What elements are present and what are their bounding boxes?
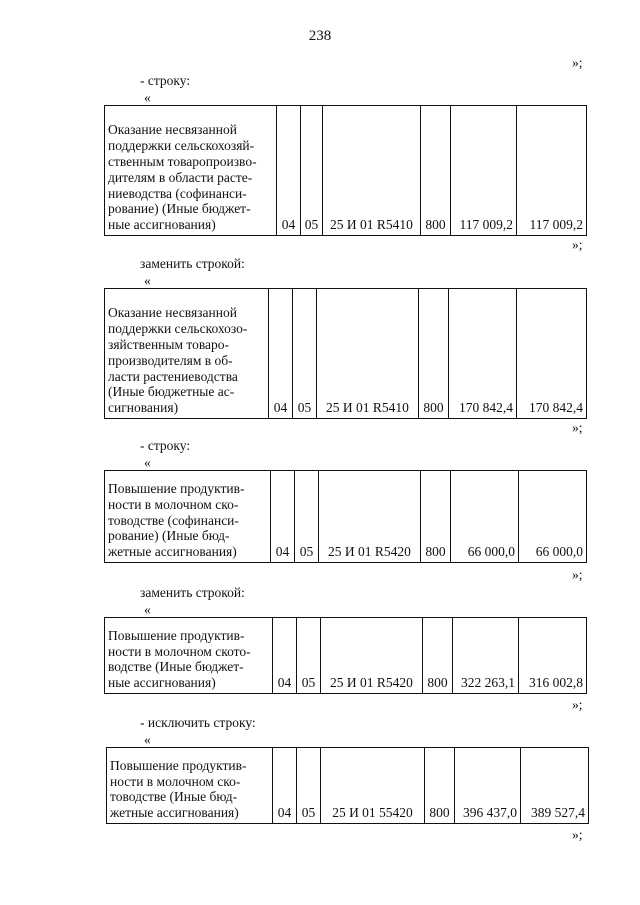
- subsection-code: 05: [301, 106, 323, 236]
- subsection-code: 05: [293, 289, 317, 419]
- amount-1: 322 263,1: [453, 618, 519, 694]
- closing-quote: »;: [572, 420, 583, 435]
- row-description: Оказание несвязанной поддержки сельскохозо- зяйственным товаро- производителям в об- ласти растениеводства (Иные бюджетные ас- сигнования): [105, 289, 269, 419]
- amount-2: 389 527,4: [521, 748, 589, 824]
- instruction-text: - исключить строку:: [140, 715, 256, 730]
- subsection-code: 05: [297, 618, 321, 694]
- row-description: Повышение продуктив- ности в молочном ско- товодстве (Иные бюд- жетные ассигнования): [107, 748, 273, 824]
- target-article-code: 25 И 01 R5410: [317, 289, 419, 419]
- closing-quote: »;: [572, 55, 583, 70]
- amount-2: 117 009,2: [517, 106, 587, 236]
- amount-1: 117 009,2: [451, 106, 517, 236]
- instruction-text: - строку:: [140, 73, 191, 88]
- closing-quote: »;: [572, 567, 583, 582]
- closing-quote: »;: [572, 237, 583, 252]
- page-number: 238: [308, 28, 332, 44]
- amount-2: 316 002,8: [519, 618, 587, 694]
- amount-2: 170 842,4: [517, 289, 587, 419]
- instruction-text: заменить строкой:: [140, 585, 245, 600]
- closing-quote: »;: [572, 827, 583, 842]
- expense-type-code: 800: [421, 106, 451, 236]
- opening-quote: «: [144, 732, 151, 747]
- opening-quote: «: [144, 455, 151, 470]
- expense-type-code: 800: [421, 471, 451, 563]
- amount-1: 396 437,0: [455, 748, 521, 824]
- section-code: 04: [273, 748, 297, 824]
- budget-table-row: [104, 288, 587, 419]
- section-code: 04: [269, 289, 293, 419]
- section-code: 04: [271, 471, 295, 563]
- row-description: Оказание несвязанной поддержки сельскохозяй- ственным товаропроизво- дителям в области расте- ниеводства (софинанси- рование) (Иные бюджет- ные ассигнования): [105, 106, 277, 236]
- row-description: Повышение продуктив- ности в молочном ско- товодстве (софинанси- рование) (Иные бюд- жетные ассигнования): [105, 471, 271, 563]
- opening-quote: «: [144, 602, 151, 617]
- target-article-code: 25 И 01 R5420: [321, 618, 423, 694]
- amount-1: 66 000,0: [451, 471, 519, 563]
- expense-type-code: 800: [423, 618, 453, 694]
- budget-table-row: [106, 747, 589, 824]
- subsection-code: 05: [295, 471, 319, 563]
- instruction-text: - строку:: [140, 438, 191, 453]
- opening-quote: «: [144, 90, 151, 105]
- row-description: Повышение продуктив- ности в молочном ското- водстве (Иные бюджет- ные ассигнования): [105, 618, 273, 694]
- closing-quote: »;: [572, 697, 583, 712]
- instruction-text: заменить строкой:: [140, 256, 245, 271]
- budget-table-row: [104, 470, 587, 563]
- amount-2: 66 000,0: [519, 471, 587, 563]
- section-code: 04: [277, 106, 301, 236]
- opening-quote: «: [144, 273, 151, 288]
- amount-1: 170 842,4: [449, 289, 517, 419]
- expense-type-code: 800: [425, 748, 455, 824]
- target-article-code: 25 И 01 R5420: [319, 471, 421, 563]
- section-code: 04: [273, 618, 297, 694]
- budget-table-row: [104, 105, 587, 236]
- subsection-code: 05: [297, 748, 321, 824]
- target-article-code: 25 И 01 55420: [321, 748, 425, 824]
- budget-table-row: [104, 617, 587, 694]
- expense-type-code: 800: [419, 289, 449, 419]
- target-article-code: 25 И 01 R5410: [323, 106, 421, 236]
